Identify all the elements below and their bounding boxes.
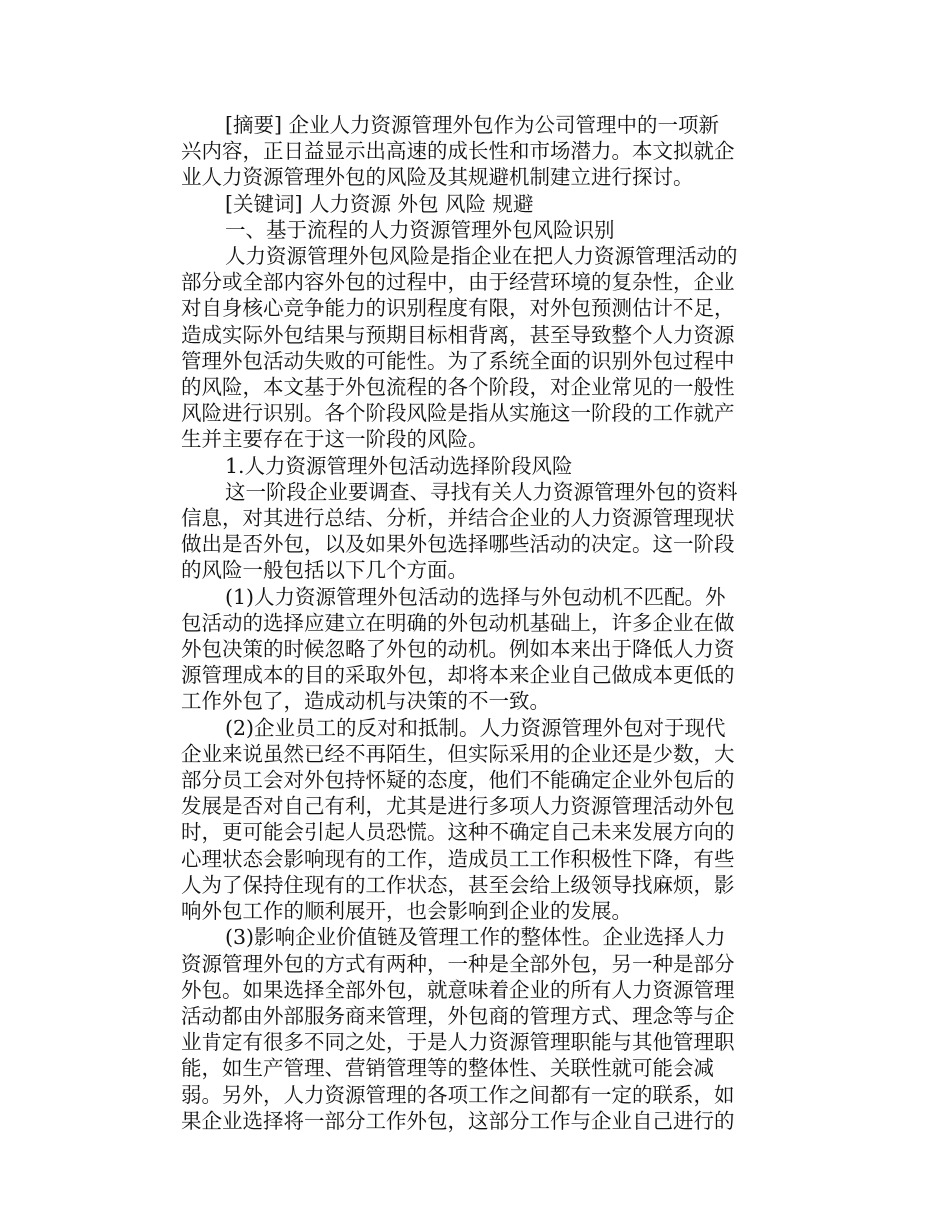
list-item-paragraph: [140, 924, 735, 1134]
text-line: 人力资源管理外包风险是指企业在把人力资源管理活动的: [225, 244, 738, 269]
body-paragraph: [140, 479, 738, 584]
text-line: 造成实际外包结果与预期目标相背离，甚至导致整个人力资源: [181, 322, 735, 347]
text-line: 做出是否外包，以及如果外包选择哪些活动的决定。这一阶段: [181, 532, 735, 557]
text-line: 业人力资源管理外包的风险及其规避机制建立进行探讨。: [181, 165, 694, 190]
text-line: 活动都由外部服务商来管理，外包商的管理方式、理念等与企: [181, 1003, 735, 1028]
text-line: 人为了保持住现有的工作状态，甚至会给上级领导找麻烦，影: [181, 872, 735, 897]
text-line: 部分员工会对外包持怀疑的态度，他们不能确定企业外包后的: [181, 768, 735, 793]
text-line: 的风险一般包括以下几个方面。: [181, 558, 468, 583]
text-line: 企业来说虽然已经不再陌生，但实际采用的企业还是少数，大: [181, 741, 735, 766]
text-line: 信息，对其进行总结、分析，并结合企业的人力资源管理现状: [181, 506, 735, 531]
text-line: 1.人力资源管理外包活动选择阶段风险: [225, 453, 573, 478]
text-line: 兴内容，正日益显示出高速的成长性和市场潜力。本文拟就企: [181, 139, 735, 164]
text-line: [关键词] 人力资源 外包 风险 规避: [225, 191, 534, 216]
text-line: (3)影响企业价值链及管理工作的整体性。企业选择人力: [225, 925, 726, 950]
text-line: 对自身核心竞争能力的识别程度有限，对外包预测估计不足，: [181, 296, 735, 321]
text-line: 响外包工作的顺利展开，也会影响到企业的发展。: [181, 899, 632, 924]
text-line: 时，更可能会引起人员恐慌。这种不确定自己未来发展方向的: [181, 820, 735, 845]
text-line: 业肯定有很多不同之处，于是人力资源管理职能与其他管理职: [181, 1030, 735, 1055]
text-line: 心理状态会影响现有的工作，造成员工工作积极性下降，有些: [181, 846, 735, 871]
text-line: 风险进行识别。各个阶段风险是指从实施这一阶段的工作就产: [181, 401, 735, 426]
section-heading: [140, 217, 732, 243]
list-item-paragraph: [140, 715, 735, 925]
text-line: 能，如生产管理、营销管理等的整体性、关联性就可能会减: [181, 1056, 714, 1081]
text-line: [摘要] 企业人力资源管理外包作为公司管理中的一项新: [225, 113, 720, 137]
text-line: 资源管理外包的方式有两种，一种是全部外包，另一种是部分: [181, 951, 735, 976]
document-page: [140, 112, 738, 1134]
text-line: 外包。如果选择全部外包，就意味着企业的所有人力资源管理: [181, 977, 735, 1002]
text-line: 工作外包了，造成动机与决策的不一致。: [181, 689, 550, 714]
list-item-paragraph: [140, 584, 735, 715]
text-line: (1)人力资源管理外包活动的选择与外包动机不匹配。外: [225, 584, 726, 609]
keywords-paragraph: [140, 191, 732, 217]
text-line: 部分或全部内容外包的过程中，由于经营环境的复杂性，企业: [181, 270, 735, 295]
abstract-paragraph: [140, 112, 735, 191]
text-line: 弱。另外，人力资源管理的各项工作之间都有一定的联系，如: [181, 1082, 735, 1107]
text-line: 的风险，本文基于外包流程的各个阶段，对企业常见的一般性: [181, 375, 735, 400]
text-line: 源管理成本的目的采取外包，却将本来企业自己做成本更低的: [181, 663, 735, 688]
text-line: 包活动的选择应建立在明确的外包动机基础上，许多企业在做: [181, 610, 735, 635]
text-line: 这一阶段企业要调查、寻找有关人力资源管理外包的资料: [225, 479, 738, 504]
text-line: 一、基于流程的人力资源管理外包风险识别: [225, 217, 615, 242]
text-line: 外包决策的时候忽略了外包的动机。例如本来出于降低人力资: [181, 637, 735, 662]
subsection-heading: [140, 453, 732, 479]
text-line: 生并主要存在于这一阶段的风险。: [181, 427, 489, 452]
text-line: 发展是否对自己有利，尤其是进行多项人力资源管理活动外包: [181, 794, 735, 819]
text-line: 果企业选择将一部分工作外包，这部分工作与企业自己进行的: [181, 1108, 735, 1133]
text-line: (2)企业员工的反对和抵制。人力资源管理外包对于现代: [225, 715, 726, 740]
body-paragraph: [140, 243, 738, 453]
text-line: 管理外包活动失败的可能性。为了系统全面的识别外包过程中: [181, 348, 735, 373]
